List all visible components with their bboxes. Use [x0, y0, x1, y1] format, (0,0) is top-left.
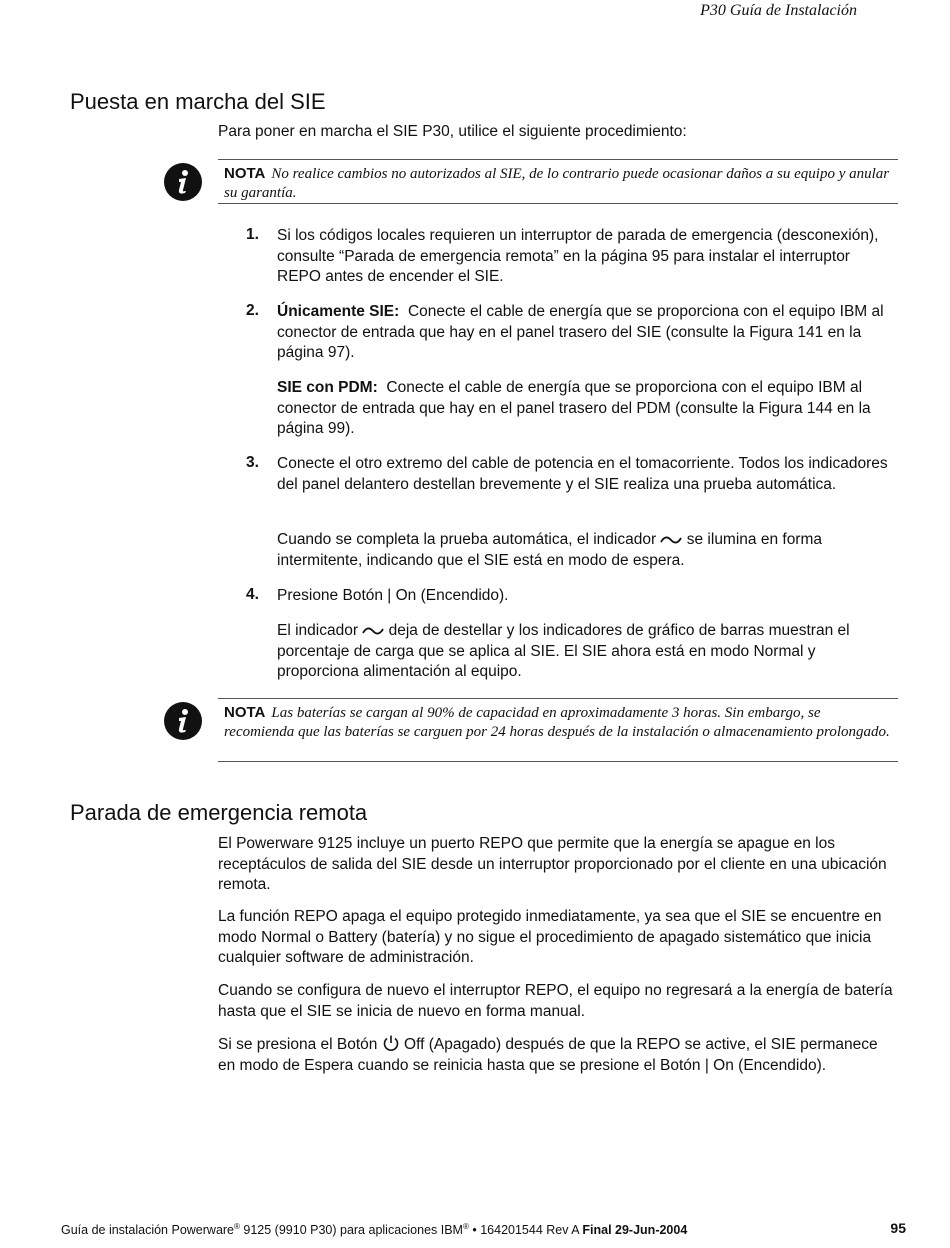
running-header: P30 Guía de Instalación [700, 2, 857, 19]
section-title-startup: Puesta en marcha del SIE [70, 89, 326, 114]
step-text: Presione Botón | On (Encendido). [277, 587, 509, 604]
body-paragraph: El Powerware 9125 incluye un puerto REPO que permite que la energía se apague en los receptáculos de salida del SIE desde un interruptor proporcionado por el cliente en una ubicación remota. [218, 835, 887, 893]
note-body: No realice cambios no autorizados al SIE, de lo contrario puede ocasionar daños a su equipo y anular su garantía. [224, 166, 890, 201]
footer [61, 1222, 687, 1237]
note-text [224, 164, 892, 203]
section-title-remote-stop: Parada de emergencia remota [70, 800, 368, 825]
step-number: 3. [246, 454, 259, 471]
step-body: Conecte el cable de energía que se proporciona con el equipo IBM al conector de entrada que hay en el panel trasero del SIE (consulte la Figura 141 en la página 97). [277, 303, 884, 361]
step-sub-after: se ilumina en forma intermitente, indicando que el SIE está en modo de espera. [277, 531, 823, 569]
step-subparagraph [277, 621, 897, 683]
note-label: NOTA [224, 165, 266, 182]
note-body: Las baterías se cargan al 90% de capacidad en aproximadamente 3 horas. Sin embargo, se recomienda que las baterías se carguen por 24 horas después de la instalación o almacenamiento prolongado. [224, 705, 890, 740]
step-number: 4. [246, 586, 259, 603]
body-paragraph [218, 1034, 898, 1076]
footer-text: • 164201544 Rev A [468, 1223, 583, 1238]
note-box [218, 159, 898, 204]
intro-paragraph: Para poner en marcha el SIE P30, utilice el siguiente procedimiento: [218, 123, 687, 140]
sine-wave-icon [660, 534, 682, 546]
step-number: 1. [246, 226, 259, 243]
registered-mark: ® [462, 1222, 469, 1231]
step-text [277, 302, 897, 364]
step-text: Si los códigos locales requieren un interruptor de parada de emergencia (desconexión), consulte “Parada de emergencia remota” en la página 95 para instalar el interruptor REPO antes de encender el SIE. [277, 227, 879, 285]
step-sub-before: Cuando se completa la prueba automática, el indicador [277, 531, 657, 548]
step-sub-before: El indicador [277, 622, 358, 639]
step-sub-lead: SIE con PDM: [277, 379, 378, 396]
step-subparagraph [277, 530, 897, 571]
footer-text: Guía de instalación Powerware [61, 1223, 235, 1238]
registered-mark: ® [234, 1222, 240, 1231]
footer-final-date: Final 29-Jun-2004 [582, 1223, 688, 1238]
paragraph-after: Off (Apagado) después de que la REPO se active, el SIE permanece en modo de Espera cuando se reinicia hasta que se presione el Botón | On (Encendido). [218, 1036, 878, 1074]
info-icon [164, 163, 202, 201]
power-icon [382, 1034, 400, 1052]
step-sub-after: deja de destellar y los indicadores de gráfico de barras muestran el porcentaje de carga que se aplica al SIE. El SIE ahora está en modo Normal y proporciona alimentación al equipo. [277, 622, 850, 680]
sine-wave-icon [362, 625, 384, 637]
paragraph-before: Si se presiona el Botón [218, 1036, 378, 1053]
info-icon [164, 702, 202, 740]
page-number: 95 [890, 1220, 906, 1236]
step-subparagraph [277, 378, 897, 440]
step-lead: Únicamente SIE: [277, 303, 400, 320]
body-paragraph: La función REPO apaga el equipo protegido inmediatamente, ya sea que el SIE se encuentre en modo Normal o Battery (batería) y no sigue el procedimiento de apagado sistemático que inicia cualquier software de administración. [218, 908, 882, 966]
step-sub-body: Conecte el cable de energía que se proporciona con el equipo IBM al conector de entrada que hay en el panel trasero del PDM (consulte la Figura 144 en la página 99). [277, 379, 871, 437]
step-text: Conecte el otro extremo del cable de potencia en el tomacorriente. Todos los indicadores del panel delantero destellan brevemente y el SIE realiza una prueba automática. [277, 455, 888, 493]
footer-text: 9125 (9910 P30) para aplicaciones IBM [239, 1223, 463, 1238]
body-paragraph: Cuando se configura de nuevo el interruptor REPO, el equipo no regresará a la energía de batería hasta que el SIE se inicia de nuevo en forma manual. [218, 982, 893, 1020]
note-label: NOTA [224, 704, 266, 721]
note-text [224, 703, 892, 742]
note-box [218, 698, 898, 762]
step-number: 2. [246, 302, 259, 319]
